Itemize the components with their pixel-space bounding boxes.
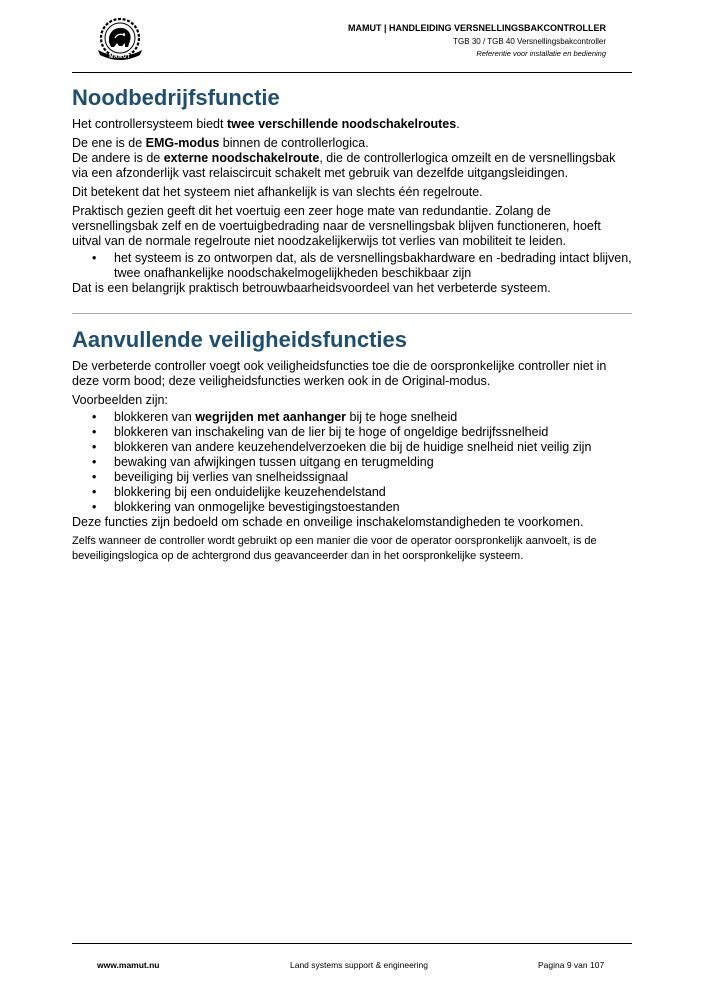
section-heading-safety: Aanvullende veiligheidsfuncties (72, 327, 407, 352)
bullet-icon: • (92, 425, 97, 439)
paragraph: Dit betekent dat het systeem niet afhankelijk is van slechts één regelroute. (72, 185, 483, 199)
list-item (92, 410, 632, 425)
footer-website-link[interactable]: www.mamut.nu (97, 960, 160, 970)
list-item (92, 251, 632, 281)
list-item (92, 440, 632, 455)
bullet-list (72, 251, 632, 281)
list-item (92, 470, 632, 485)
list-item-text: bewaking van afwijkingen tussen uitgang en terugmelding (114, 455, 434, 469)
logo-text: MAMUT (109, 54, 131, 61)
text: De andere is de (72, 151, 164, 165)
list-item (92, 485, 632, 500)
mamut-logo (95, 16, 145, 64)
document-subtitle: TGB 30 / TGB 40 Versnellingsbakcontroller (453, 37, 606, 46)
list-item-text: het systeem is zo ontworpen dat, als de versnellingsbakhardware en -bedrading intact blijven, twee onafhankelijke noodschakelmogelijkheden beschikbaar zijn (114, 251, 632, 280)
page-header (348, 23, 606, 59)
text: De ene is de (72, 136, 146, 150)
section-heading-emergency: Noodbedrijfsfunctie (72, 85, 280, 110)
page-number: Pagina 9 van 107 (538, 960, 605, 970)
text: bij te hoge snelheid (346, 410, 458, 424)
bold-text: externe noodschakelroute (163, 151, 320, 165)
list-item-text: beveiliging bij verlies van snelheidssignaal (114, 470, 349, 484)
list-item (92, 500, 632, 515)
paragraph (72, 117, 632, 132)
paragraph: Zelfs wanneer de controller wordt gebruikt op een manier die voor de operator oorspronkelijk aanvoelt, is de beveiligingslogica op de achtergrond dus geavanceerder dan in het oorspronkelijke systeem. (72, 535, 597, 562)
bullet-icon: • (92, 500, 97, 514)
list-item (92, 425, 632, 440)
header-divider (72, 72, 632, 73)
text: binnen de controllerlogica. (219, 136, 369, 150)
paragraph (72, 136, 632, 181)
text: . (456, 117, 460, 131)
text: , die de controllerlogica omzeilt en de versnellingsbak via een afzonderlijk vast relaiscircuit schakelt met gebruik van dezelfde uitgangsleidingen. (72, 151, 616, 180)
document-reference: Referentie voor installatie en bediening (476, 49, 606, 58)
list-item-text: blokkering van onmogelijke bevestigingstoestanden (114, 500, 400, 514)
bold-text: EMG-modus (145, 136, 220, 150)
document-title: MAMUT | HANDLEIDING VERSNELLINGSBAKCONTROLLER (347, 23, 606, 33)
list-item (92, 455, 632, 470)
bullet-icon: • (92, 470, 97, 484)
list-item-text: blokkeren van andere keuzehendelverzoeken die bij de huidige snelheid niet veilig zijn (114, 440, 592, 454)
paragraph: Praktisch gezien geeft dit het voertuig een zeer hoge mate van redundantie. Zolang de versnellingsbak zelf en de voertuigbedrading naar de versnellingsbak blijven functioneren, hoeft uitval van de normale regelroute niet noodzakelijkerwijs tot verlies van mobiliteit te leiden. (72, 204, 601, 248)
footer-tagline: Land systems support & engineering (290, 960, 428, 970)
page-content (72, 84, 632, 568)
bullet-icon: • (92, 440, 97, 454)
paragraph: Voorbeelden zijn: (72, 393, 168, 407)
text: blokkeren van (114, 410, 196, 424)
footer-divider (72, 943, 632, 944)
bullet-icon: • (92, 251, 97, 265)
text: Het controllersysteem biedt (72, 117, 227, 131)
bold-text: twee verschillende noodschakelroutes (226, 117, 457, 131)
bullet-list (72, 410, 632, 515)
paragraph: Deze functies zijn bedoeld om schade en onveilige inschakelomstandigheden te voorkomen. (72, 515, 584, 529)
list-item-text: blokkeren van inschakeling van de lier bij te hoge of ongeldige bedrijfssnelheid (114, 425, 549, 439)
section-divider (72, 313, 632, 314)
bullet-icon: • (92, 410, 97, 424)
bullet-icon: • (92, 485, 97, 499)
list-item-text: blokkering bij een onduidelijke keuzehendelstand (114, 485, 386, 499)
paragraph: Dat is een belangrijk praktisch betrouwbaarheidsvoordeel van het verbeterde systeem. (72, 281, 551, 295)
bold-text: wegrijden met aanhanger (195, 410, 347, 424)
bullet-icon: • (92, 455, 97, 469)
paragraph: De verbeterde controller voegt ook veiligheidsfuncties toe die de oorspronkelijke controller niet in deze vorm bood; deze veiligheidsfuncties werken ook in de Original-modus. (72, 359, 607, 388)
